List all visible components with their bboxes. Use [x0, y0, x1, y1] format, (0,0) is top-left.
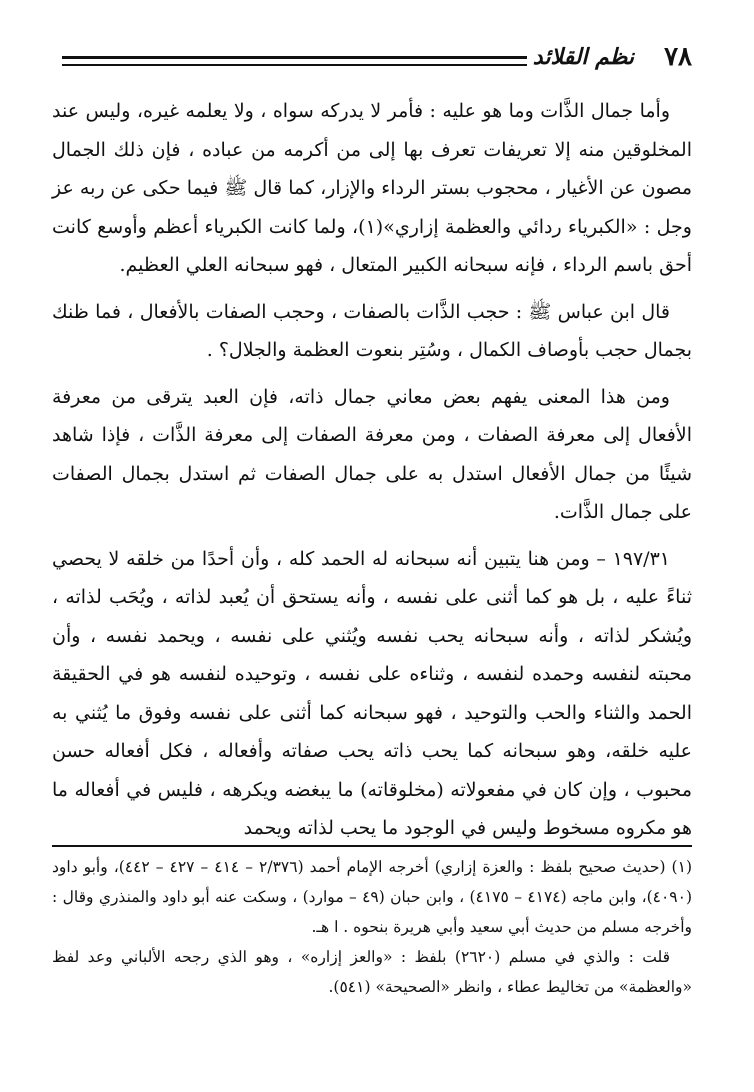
paragraph: قال ابن عباس ﷺ : حجب الذَّات بالصفات ، وحجب الصفات بالأفعال ، فما ظنك بجمال حجب بأوصاف الكمال ، وسُتِر بنعوت العظمة والجلال؟ .: [52, 300, 692, 361]
footnote: قلت : والذي في مسلم (٢٦٢٠) بلفظ : «والعز إزاره» ، وهو الذي رجحه الألباني وعد لفظ «والعظمة» من تخاليط عطاء ، وانظر «الصحيحة» (٥٤١).: [52, 948, 692, 996]
main-text: [52, 92, 692, 856]
header-rule: [62, 56, 527, 59]
page-number: ٧٨: [664, 42, 692, 72]
paragraph: ومن هذا المعنى يفهم بعض معاني جمال ذاته، فإن العبد يترقى من معرفة الأفعال إلى معرفة الصفات ، ومن معرفة الصفات إلى معرفة الذَّات ، فإذا شاهد شيئًا من جمال الأفعال استدل به على جمال الصفات ثم استدل بجمال الصفات على جمال الذَّات.: [52, 385, 692, 523]
page-header: [62, 42, 702, 82]
footnotes: [52, 852, 692, 1002]
footnote-separator: [52, 845, 692, 847]
paragraph: ١٩٧/٣١ – ومن هنا يتبين أنه سبحانه له الحمد كله ، وأن أحدًا من خلقه لا يحصي ثناءً عليه ، بل هو كما أثنى على نفسه ، وأنه يستحق أن يُعبد لذاته ، ويُحَب لذاته ، ويُشكر لذاته ، وأنه سبحانه يحب نفسه ويُثني على نفسه ، ويحمد نفسه ، وأن محبته لنفسه وحمده لنفسه ، وثناءه على نفسه ، وتوحيده لنفسه هو في الحقيقة الحمد والثناء والحب والتوحيد ، فهو سبحانه كما أثنى على نفسه وفوق ما يُثني به عليه خلقه، وهو سبحانه كما يحب ذاته يحب صفاته وأفعاله ، فكل أفعاله حسن محبوب ، وإن كان في مفعولاته (مخلوقاته) ما يبغضه ويكرهه ، فليس في أفعاله ما هو مكروه مسخوط وليس في الوجود ما يحب لذاته ويحمد: [52, 547, 692, 839]
paragraph: وأما جمال الذَّات وما هو عليه : فأمر لا يدركه سواه ، ولا يعلمه غيره، وليس عند المخلوقين منه إلا تعريفات تعرف بها إلى من أكرمه من عباده ، فإن ذلك الجمال مصون عن الأغيار ، محجوب بستر الرداء والإزار، كما قال ﷺ فيما حكى عن ربه عز وجل : «الكبرياء ردائي والعظمة إزاري»(١)، ولما كانت الكبرياء أعظم وأوسع كانت أحق باسم الرداء ، فإنه سبحانه الكبير المتعال ، فهو سبحانه العلي العظيم.: [52, 100, 692, 276]
header-rule: [62, 64, 527, 66]
running-title: نظم القلائد: [532, 44, 634, 70]
footnote: (١) (حديث صحيح بلفظ : والعزة إزاري) أخرجه الإمام أحمد (٢/٣٧٦ – ٤١٤ – ٤٢٧ – ٤٤٢)، وأبو داود (٤٠٩٠)، وابن ماجه (٤١٧٤ – ٤١٧٥) ، وابن حبان (٤٩ – موارد) ، وسكت عنه أبو داود والمنذري وقال : وأخرجه مسلم من حديث أبي سعيد وأبي هريرة بنحوه . ا هـ.: [52, 858, 693, 936]
